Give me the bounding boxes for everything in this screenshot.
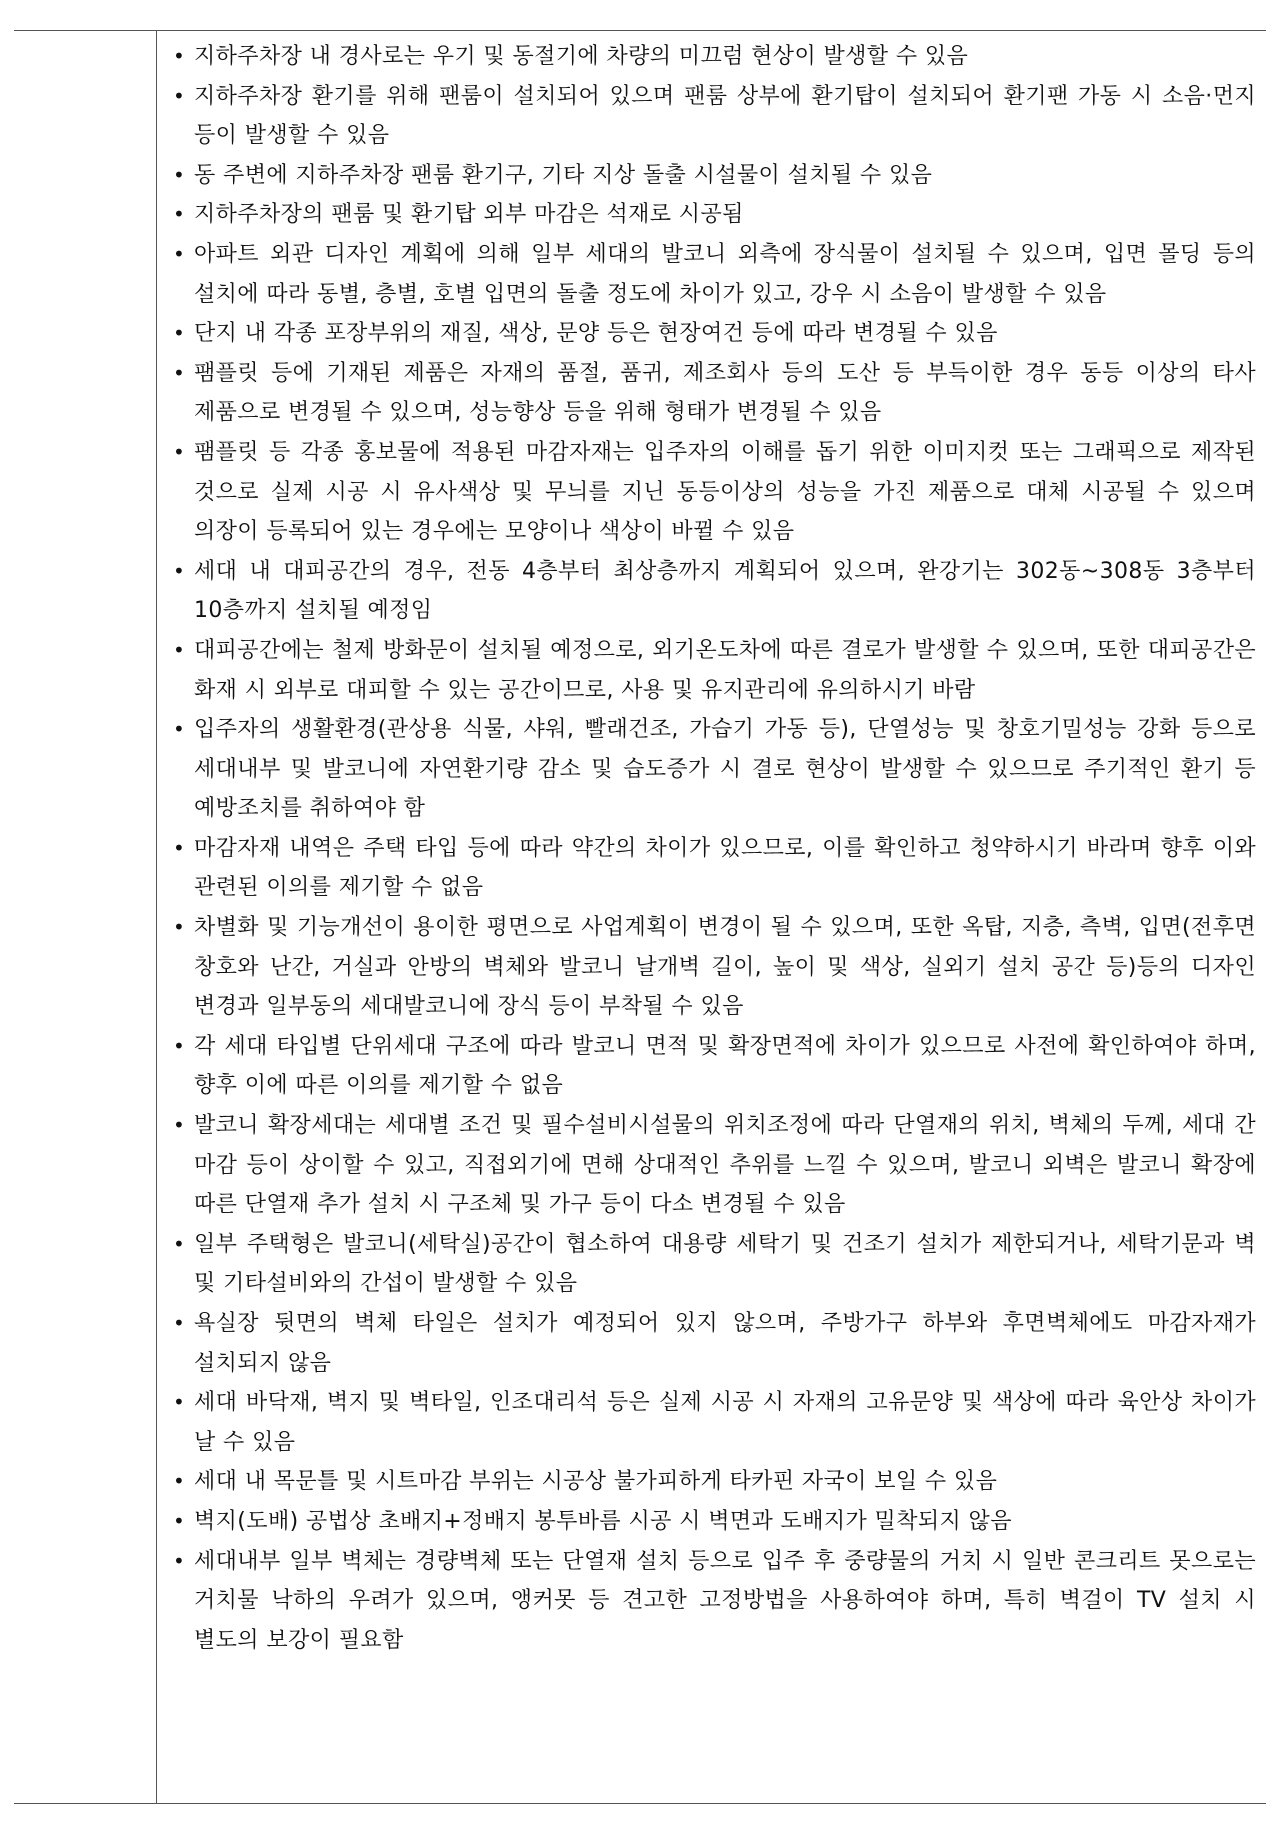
list-item [167,1304,1256,1383]
list-item [167,1106,1256,1225]
bullet-icon: • [173,637,186,662]
list-item [167,314,1256,354]
list-item-text: 각 세대 타입별 단위세대 구조에 따라 발코니 면적 및 확장면적에 차이가 있으므로 사전에 확인하여야 하며, 향후 이에 따른 이의를 제기할 수 없음 [194,1033,1256,1099]
list-item-text: 아파트 외관 디자인 계획에 의해 일부 세대의 발코니 외측에 장식물이 설치될 수 있으며, 입면 몰딩 등의 설치에 따라 동별, 층별, 호별 입면의 돌출 정도에 차이가 있고, 강우 시 소음이 발생할 수 있음 [194,241,1256,307]
list-item-text: 마감자재 내역은 주택 타입 등에 따라 약간의 차이가 있으므로, 이를 확인하고 청약하시기 바라며 향후 이와 관련된 이의를 제기할 수 없음 [194,835,1256,901]
table-label-cell [14,31,157,1803]
list-item [167,1027,1256,1106]
bullet-icon: • [173,558,186,583]
list-item-text: 욕실장 뒷면의 벽체 타일은 설치가 예정되어 있지 않으며, 주방가구 하부와 후면벽체에도 마감자재가 설치되지 않음 [194,1311,1256,1376]
list-item-text: 지하주차장 환기를 위해 팬룸이 설치되어 있으며 팬룸 상부에 환기탑이 설치되어 환기팬 가동 시 소음·먼지 등이 발생할 수 있음 [194,83,1256,149]
bullet-icon: • [173,1469,186,1494]
list-item-text: 세대내부 일부 벽체는 경량벽체 또는 단열재 설치 등으로 입주 후 중량물의 거치 시 일반 콘크리트 못으로는 거치물 낙하의 우려가 있으며, 앵커못 등 견고한 고정방법을 사용하여야 하며, 특히 벽걸이 TV 설치 시 별도의 보강이 필요함 [194,1548,1256,1653]
list-item-text: 지하주차장 내 경사로는 우기 및 동절기에 차량의 미끄럼 현상이 발생할 수 있음 [194,44,969,69]
bullet-icon: • [173,439,186,464]
list-item-text: 동 주변에 지하주차장 팬룸 환기구, 기타 지상 돌출 시설물이 설치될 수 있음 [194,162,933,188]
list-item [167,37,1256,77]
list-item [167,1383,1256,1462]
list-item [167,1225,1256,1304]
bullet-icon: • [173,915,186,940]
bullet-icon: • [173,717,186,742]
bullet-icon: • [173,321,186,346]
list-item [167,908,1256,1027]
bullet-icon: • [173,1033,186,1058]
bullet-icon: • [173,1548,186,1573]
list-item-text: 세대 내 목문틀 및 시트마감 부위는 시공상 불가피하게 타카핀 자국이 보일 수 있음 [194,1469,998,1495]
bullet-icon: • [173,1231,186,1256]
bullet-icon: • [173,241,186,266]
list-item [167,710,1256,829]
list-item [167,1502,1256,1542]
list-item-text: 대피공간에는 철제 방화문이 설치될 예정으로, 외기온도차에 따른 결로가 발생할 수 있으며, 또한 대피공간은 화재 시 외부로 대피할 수 있는 공간이므로, 사용 및 유지관리에 유의하시기 바람 [194,637,1256,703]
list-item [167,354,1256,433]
list-item-text: 입주자의 생활환경(관상용 식물, 샤워, 빨래건조, 가습기 가동 등), 단열성능 및 창호기밀성능 강화 등으로 세대내부 및 발코니에 자연환기량 감소 및 습도증가 시 결로 현상이 발생할 수 있으므로 주기적인 환기 등 예방조치를 취하여야 함 [194,717,1256,822]
bullet-icon: • [173,202,186,227]
notice-list [167,37,1256,1660]
list-item-text: 팸플릿 등에 기재된 제품은 자재의 품절, 품귀, 제조회사 등의 도산 등 부득이한 경우 동등 이상의 타사 제품으로 변경될 수 있으며, 성능향상 등을 위해 형태가 변경될 수 있음 [194,360,1256,426]
table-content-cell [157,31,1266,1803]
list-item-text: 단지 내 각종 포장부위의 재질, 색상, 문양 등은 현장여건 등에 따라 변경될 수 있음 [194,321,998,347]
list-item-text: 팸플릿 등 각종 홍보물에 적용된 마감자재는 입주자의 이해를 돕기 위한 이미지컷 또는 그래픽으로 제작된 것으로 실제 시공 시 유사색상 및 무늬를 지닌 동등이상의 성능을 가진 제품으로 대체 시공될 수 있으며 의장이 등록되어 있는 경우에는 모양이나 색상이 바뀔 수 있음 [194,439,1256,545]
bullet-icon: • [173,44,186,68]
bullet-icon: • [173,1311,186,1335]
bullet-icon: • [173,83,186,108]
list-item [167,1462,1256,1502]
list-item-text: 세대 내 대피공간의 경우, 전동 4층부터 최상층까지 계획되어 있으며, 완강기는 302동~308동 3층부터 10층까지 설치될 예정임 [194,558,1256,624]
bullet-icon: • [173,360,186,385]
list-item-text: 발코니 확장세대는 세대별 조건 및 필수설비시설물의 위치조정에 따라 단열재의 위치, 벽체의 두께, 세대 간 마감 등이 상이할 수 있고, 직접외기에 면해 상대적인 추위를 느낄 수 있으며, 발코니 외벽은 발코니 확장에 따른 단열재 추가 설치 시 구조체 및 가구 등이 다소 변경될 수 있음 [194,1113,1256,1218]
list-item [167,195,1256,235]
list-item [167,156,1256,196]
list-item [167,433,1256,552]
list-item-text: 세대 바닥재, 벽지 및 벽타일, 인조대리석 등은 실제 시공 시 자재의 고유문양 및 색상에 따라 육안상 차이가 날 수 있음 [194,1390,1256,1455]
list-item [167,631,1256,710]
bullet-icon: • [173,835,186,860]
list-item-text: 벽지(도배) 공법상 초배지+정배지 봉투바름 시공 시 벽면과 도배지가 밀착되지 않음 [194,1508,1012,1534]
list-item [167,1542,1256,1661]
list-item [167,77,1256,156]
bullet-icon: • [173,1390,186,1415]
list-item [167,829,1256,908]
list-item-text: 차별화 및 기능개선이 용이한 평면으로 사업계획이 변경이 될 수 있으며, 또한 옥탑, 지층, 측벽, 입면(전후면 창호와 난간, 거실과 안방의 벽체와 발코니 날개벽 길이, 높이 및 색상, 실외기 설치 공간 등)등의 디자인 변경과 일부동의 세대발코니에 장식 등이 부착될 수 있음 [194,915,1256,1020]
bullet-icon: • [173,1113,186,1138]
bullet-icon: • [173,1508,186,1533]
list-item-text: 지하주차장의 팬룸 및 환기탑 외부 마감은 석재로 시공됨 [194,202,744,228]
list-item-text: 일부 주택형은 발코니(세탁실)공간이 협소하여 대용량 세탁기 및 건조기 설치가 제한되거나, 세탁기문과 벽 및 기타설비와의 간섭이 발생할 수 있음 [194,1231,1256,1297]
list-item [167,235,1256,314]
notice-table [14,30,1266,1804]
bullet-icon: • [173,162,186,187]
list-item [167,552,1256,631]
